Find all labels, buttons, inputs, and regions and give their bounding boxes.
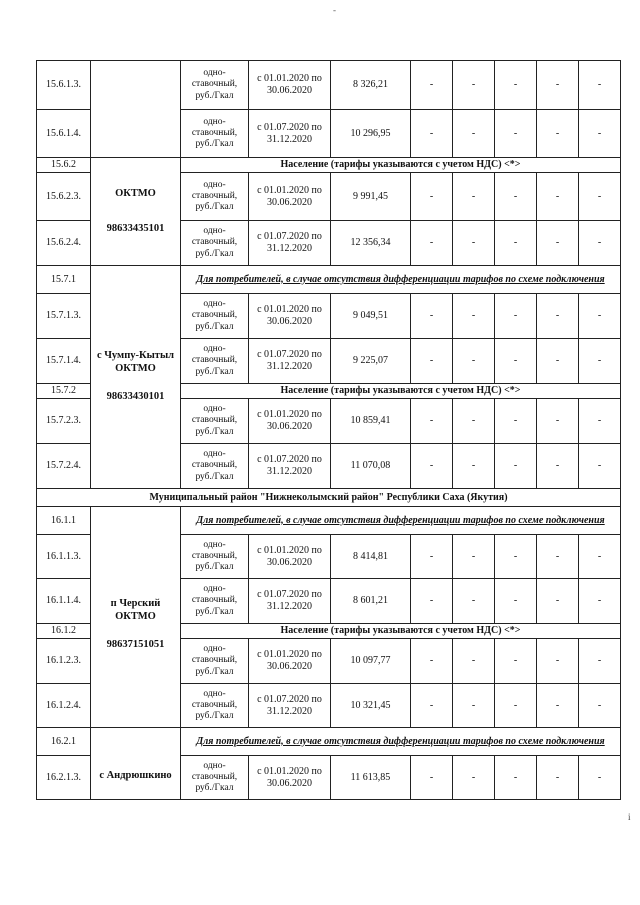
- dash-cell: -: [495, 444, 537, 489]
- dash-cell: -: [537, 339, 579, 384]
- row-code: 15.6.2.3.: [37, 173, 91, 221]
- dash-cell: -: [453, 61, 495, 110]
- row-code: 16.1.2.4.: [37, 684, 91, 728]
- dash-cell: -: [411, 221, 453, 266]
- dash-cell: -: [579, 639, 621, 684]
- dash-cell: -: [495, 399, 537, 444]
- dash-cell: -: [537, 756, 579, 800]
- dash-cell: -: [495, 579, 537, 624]
- price: 11 070,08: [331, 444, 411, 489]
- dash-cell: -: [495, 535, 537, 579]
- section-code: 16.1.1: [37, 507, 91, 535]
- dash-cell: -: [495, 294, 537, 339]
- period: с 01.07.2020 по 31.12.2020: [249, 221, 331, 266]
- dash-cell: -: [537, 61, 579, 110]
- row-code: 15.6.1.3.: [37, 61, 91, 110]
- price: 8 414,81: [331, 535, 411, 579]
- period: с 01.01.2020 по 30.06.2020: [249, 756, 331, 800]
- tariff-type: одно-ставочный, руб./Гкал: [181, 579, 249, 624]
- dash-cell: -: [579, 684, 621, 728]
- dash-cell: -: [579, 756, 621, 800]
- dash-cell: -: [579, 110, 621, 158]
- oktmo-label: ОКТМО: [115, 362, 156, 374]
- dash-cell: -: [453, 221, 495, 266]
- dash-cell: -: [411, 294, 453, 339]
- dash-cell: -: [579, 294, 621, 339]
- tariff-type: одно-ставочный, руб./Гкал: [181, 221, 249, 266]
- dash-cell: -: [579, 399, 621, 444]
- district-header: Муниципальный район "Нижнеколымский район" Республики Саха (Якутия): [37, 489, 621, 507]
- row-code: 15.6.2.4.: [37, 221, 91, 266]
- period: с 01.01.2020 по 30.06.2020: [249, 399, 331, 444]
- price: 9 225,07: [331, 339, 411, 384]
- dash-cell: -: [453, 294, 495, 339]
- consumers-header-text: Для потребителей, в случае отсутствия дифференциации тарифов по схеме подключения: [196, 514, 605, 526]
- dash-cell: -: [579, 579, 621, 624]
- period: с 01.07.2020 по 31.12.2020: [249, 444, 331, 489]
- price: 8 326,21: [331, 61, 411, 110]
- tariff-type: одно-ставочный, руб./Гкал: [181, 294, 249, 339]
- price: 9 049,51: [331, 294, 411, 339]
- population-header: Население (тарифы указываются с учетом НДС) <*>: [181, 158, 621, 173]
- section-code: 15.7.2: [37, 384, 91, 399]
- dash-cell: -: [453, 339, 495, 384]
- oktmo-label: ОКТМО: [115, 188, 156, 200]
- tariff-type: одно-ставочный, руб./Гкал: [181, 61, 249, 110]
- period: с 01.07.2020 по 31.12.2020: [249, 684, 331, 728]
- row-code: 16.1.1.4.: [37, 579, 91, 624]
- section-row: [37, 266, 621, 294]
- dash-cell: -: [495, 61, 537, 110]
- consumers-header-text: Для потребителей, в случае отсутствия дифференциации тарифов по схеме подключения: [196, 735, 605, 747]
- dash-cell: -: [411, 579, 453, 624]
- tariff-type: одно-ставочный, руб./Гкал: [181, 756, 249, 800]
- dash-cell: -: [495, 756, 537, 800]
- tariff-type: одно-ставочный, руб./Гкал: [181, 110, 249, 158]
- dash-cell: -: [453, 110, 495, 158]
- dash-cell: -: [537, 684, 579, 728]
- dash-cell: -: [495, 339, 537, 384]
- period: с 01.07.2020 по 31.12.2020: [249, 579, 331, 624]
- row-code: 15.7.2.4.: [37, 444, 91, 489]
- dash-cell: -: [453, 756, 495, 800]
- section-code: 15.6.2: [37, 158, 91, 173]
- tariff-type: одно-ставочный, руб./Гкал: [181, 399, 249, 444]
- dash-cell: -: [495, 173, 537, 221]
- price: 11 613,85: [331, 756, 411, 800]
- dash-cell: -: [579, 173, 621, 221]
- consumers-header: [181, 728, 621, 756]
- location-name: с Андрюшкино: [99, 770, 172, 782]
- section-row: [37, 158, 621, 173]
- period: с 01.01.2020 по 30.06.2020: [249, 535, 331, 579]
- dash-cell: -: [411, 61, 453, 110]
- dash-cell: -: [453, 579, 495, 624]
- dash-cell: -: [411, 444, 453, 489]
- dash-cell: -: [579, 339, 621, 384]
- period: с 01.01.2020 по 30.06.2020: [249, 639, 331, 684]
- dash-cell: -: [411, 399, 453, 444]
- oktmo-code: 98633435101: [106, 222, 165, 234]
- price: 10 321,45: [331, 684, 411, 728]
- section-row: [37, 507, 621, 535]
- scan-mark: -: [333, 5, 336, 15]
- row-code: 15.7.1.3.: [37, 294, 91, 339]
- location-cell: [91, 266, 181, 489]
- dash-cell: -: [579, 535, 621, 579]
- dash-cell: -: [579, 444, 621, 489]
- dash-cell: -: [537, 173, 579, 221]
- dash-cell: -: [411, 535, 453, 579]
- dash-cell: -: [411, 110, 453, 158]
- dash-cell: -: [495, 684, 537, 728]
- tariff-type: одно-ставочный, руб./Гкал: [181, 173, 249, 221]
- dash-cell: -: [453, 684, 495, 728]
- dash-cell: -: [537, 294, 579, 339]
- dash-cell: -: [537, 110, 579, 158]
- period: с 01.01.2020 по 30.06.2020: [249, 173, 331, 221]
- location-cell: [91, 507, 181, 728]
- oktmo-label: ОКТМО: [115, 610, 156, 622]
- dash-cell: -: [453, 535, 495, 579]
- dash-cell: -: [411, 173, 453, 221]
- price: 8 601,21: [331, 579, 411, 624]
- row-code: 16.1.2.3.: [37, 639, 91, 684]
- tariff-type: одно-ставочный, руб./Гкал: [181, 535, 249, 579]
- location-name: с Чумпу-Кытыл: [96, 350, 175, 362]
- dash-cell: -: [453, 444, 495, 489]
- dash-cell: -: [453, 639, 495, 684]
- section-row: [37, 728, 621, 756]
- dash-cell: -: [537, 579, 579, 624]
- tariff-table: [36, 60, 621, 800]
- dash-cell: -: [411, 684, 453, 728]
- district-row: [37, 489, 621, 507]
- tariff-type: одно-ставочный, руб./Гкал: [181, 444, 249, 489]
- period: с 01.07.2020 по 31.12.2020: [249, 339, 331, 384]
- dash-cell: -: [537, 221, 579, 266]
- dash-cell: -: [411, 756, 453, 800]
- location-cell: [91, 158, 181, 266]
- period: с 01.01.2020 по 30.06.2020: [249, 61, 331, 110]
- row-code: 15.7.2.3.: [37, 399, 91, 444]
- oktmo-code: 98633430101: [106, 391, 165, 403]
- location-cell: [91, 728, 181, 800]
- dash-cell: -: [495, 639, 537, 684]
- tariff-type: одно-ставочный, руб./Гкал: [181, 339, 249, 384]
- row-code: 16.2.1.3.: [37, 756, 91, 800]
- dash-cell: -: [537, 444, 579, 489]
- period: с 01.01.2020 по 30.06.2020: [249, 294, 331, 339]
- dash-cell: -: [537, 639, 579, 684]
- consumers-header: [181, 266, 621, 294]
- oktmo-code: 98637151051: [106, 639, 165, 651]
- consumers-header: [181, 507, 621, 535]
- price: 10 296,95: [331, 110, 411, 158]
- tariff-type: одно-ставочный, руб./Гкал: [181, 639, 249, 684]
- price: 12 356,34: [331, 221, 411, 266]
- dash-cell: -: [537, 399, 579, 444]
- location-name: п Черский: [110, 598, 161, 610]
- dash-cell: -: [495, 110, 537, 158]
- price: 10 859,41: [331, 399, 411, 444]
- population-header: Население (тарифы указываются с учетом НДС) <*>: [181, 624, 621, 639]
- price: 10 097,77: [331, 639, 411, 684]
- dash-cell: -: [579, 221, 621, 266]
- price: 9 991,45: [331, 173, 411, 221]
- period: с 01.07.2020 по 31.12.2020: [249, 110, 331, 158]
- section-code: 15.7.1: [37, 266, 91, 294]
- dash-cell: -: [411, 639, 453, 684]
- scan-mark: і: [628, 812, 631, 822]
- dash-cell: -: [537, 535, 579, 579]
- table-row: [37, 61, 621, 110]
- population-header: Население (тарифы указываются с учетом НДС) <*>: [181, 384, 621, 399]
- row-code: 15.7.1.4.: [37, 339, 91, 384]
- dash-cell: -: [579, 61, 621, 110]
- dash-cell: -: [495, 221, 537, 266]
- dash-cell: -: [411, 339, 453, 384]
- dash-cell: -: [453, 399, 495, 444]
- section-code: 16.2.1: [37, 728, 91, 756]
- tariff-type: одно-ставочный, руб./Гкал: [181, 684, 249, 728]
- row-code: 16.1.1.3.: [37, 535, 91, 579]
- dash-cell: -: [453, 173, 495, 221]
- row-code: 15.6.1.4.: [37, 110, 91, 158]
- location-cell: [91, 61, 181, 158]
- section-code: 16.1.2: [37, 624, 91, 639]
- consumers-header-text: Для потребителей, в случае отсутствия дифференциации тарифов по схеме подключения: [196, 273, 605, 285]
